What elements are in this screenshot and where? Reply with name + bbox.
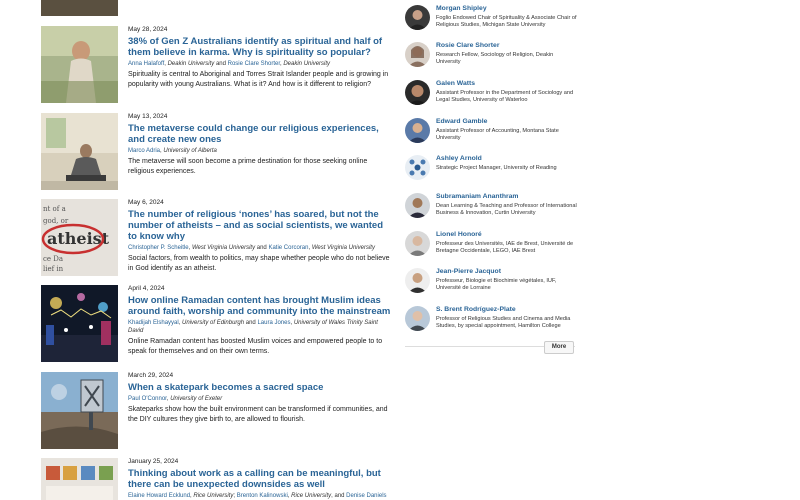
author-link[interactable]: Katie Corcoran: [268, 245, 309, 251]
author-affiliation: University of Exeter: [170, 396, 223, 402]
article-description: Skateparks show how the built environment can be transformed if communities, and the DIY cultures they give birth to, are allowed to flourish.: [128, 406, 388, 423]
conjunction: and: [215, 61, 226, 67]
article-authors: Christopher P. Scheitle, West Virginia University and Katie Corcoran, West Virginia University: [128, 245, 375, 251]
expert-item: [405, 80, 577, 114]
author-affiliation: University of Wales Trinity Saint David: [128, 320, 378, 334]
author-affiliation: University of Edinburgh: [182, 320, 245, 326]
article-thumbnail[interactable]: [41, 458, 118, 500]
expert-name-link[interactable]: Galen Watts: [436, 80, 476, 87]
expert-role: Research Fellow, Sociology of Religion, Deakin University: [436, 52, 554, 66]
article-authors: Marco Adria, University of Alberta: [128, 148, 217, 154]
article-item: [41, 26, 391, 111]
author-affiliation: West Virginia University: [311, 245, 375, 251]
expert-item: [405, 118, 577, 152]
article-item: [41, 199, 391, 284]
author-link[interactable]: Marco Adria: [128, 148, 161, 154]
article-body: [128, 113, 391, 176]
article-authors: Elaine Howard Ecklund, Rice University; Brenton Kalinowski, Rice University, and Denise Daniels: [128, 493, 387, 499]
author-link[interactable]: Elaine Howard Ecklund: [128, 493, 191, 499]
article-date: March 29, 2024: [128, 372, 174, 379]
article-authors: Anna Halafoff, Deakin University and Rosie Clare Shorter, Deakin University: [128, 61, 331, 67]
svg-text:lief in: lief in: [43, 265, 64, 273]
svg-text:nt of a: nt of a: [43, 205, 66, 213]
article-body: [128, 26, 391, 89]
svg-text:ce Da: ce Da: [43, 255, 64, 263]
article-thumbnail[interactable]: [41, 113, 118, 190]
expert-item: [405, 231, 577, 265]
author-affiliation: Rice University: [193, 493, 234, 499]
author-affiliation: West Virginia University: [191, 245, 256, 251]
expert-item: [405, 306, 577, 340]
expert-role: Professeur, Biologie et Biochimie végétales, IUF, Université de Lorraine: [436, 278, 557, 292]
expert-name-link[interactable]: Jean-Pierre Jacquot: [436, 268, 501, 275]
article-authors: Paul O'Connor, University of Exeter: [128, 396, 223, 402]
author-link[interactable]: Christopher P. Scheitle: [128, 245, 189, 251]
author-link[interactable]: Denise Daniels: [346, 493, 387, 499]
article-date: May 13, 2024: [128, 113, 168, 120]
article-description: The metaverse will soon become a prime destination for those seeking online religious experiences.: [128, 158, 368, 175]
article-item: [41, 458, 391, 500]
article-date: January 25, 2024: [128, 458, 179, 465]
author-affiliation: Deakin University: [283, 61, 331, 67]
article-title-link[interactable]: When a skatepark becomes a sacred space: [128, 382, 324, 393]
expert-name-link[interactable]: Ashley Arnold: [436, 155, 482, 162]
article-body: [128, 199, 391, 273]
article-thumbnail[interactable]: [41, 285, 118, 362]
article-item: [41, 372, 391, 457]
expert-role: Dean Learning & Teaching and Professor of International Business & Innovation, Curtin University: [436, 203, 577, 217]
expert-item: [405, 5, 577, 39]
expert-item: [405, 193, 577, 227]
author-affiliation: Rice University: [291, 493, 332, 499]
expert-name-link[interactable]: Subramaniam Ananthram: [436, 193, 519, 200]
expert-name-link[interactable]: Rosie Clare Shorter: [436, 42, 500, 49]
author-link[interactable]: Paul O'Connor: [128, 396, 167, 402]
conjunction: and: [256, 245, 267, 251]
article-authors: Khadijah Elshayyal, University of Edinburgh and Laura Jones, University of Wales Trinity Saint David: [128, 320, 378, 334]
avatar[interactable]: [405, 80, 430, 105]
avatar[interactable]: [405, 5, 430, 30]
author-affiliation: Deakin University: [167, 61, 215, 67]
expert-name-link[interactable]: Lionel Honoré: [436, 231, 482, 238]
article-title-link[interactable]: How online Ramadan content has brought Muslim ideas around faith, worship and community into the mainstream: [128, 295, 391, 317]
article-thumbnail[interactable]: [41, 199, 118, 276]
article-item: [41, 285, 391, 370]
author-link[interactable]: Rosie Clare Shorter: [227, 61, 280, 67]
expert-name-link[interactable]: S. Brent Rodríguez-Plate: [436, 306, 516, 313]
more-button[interactable]: More: [544, 341, 574, 354]
article-item: [41, 113, 391, 198]
article-thumbnail-previous[interactable]: [41, 0, 118, 16]
article-date: May 28, 2024: [128, 26, 168, 33]
article-title-link[interactable]: Thinking about work as a calling can be meaningful, but there can be unexpected downsides as well: [128, 468, 381, 490]
article-description: Social factors, from wealth to politics, may shape whether people who do not believe in God identify as an atheist.: [128, 255, 390, 272]
author-link[interactable]: Anna Halafoff: [128, 61, 165, 67]
article-body: [128, 285, 391, 356]
avatar[interactable]: [405, 306, 430, 331]
conjunction: and: [245, 320, 256, 326]
article-title-link[interactable]: The number of religious ‘nones’ has soared, but not the number of atheists – and as social scientists, we wanted to know why: [128, 209, 383, 242]
expert-role: Foglio Endowed Chair of Spirituality & Associate Chair of Religious Studies, Michigan State University: [436, 15, 577, 29]
expert-role: Professor of Religious Studies and Cinema and Media Studies, by special appointment, Hamilton College: [436, 316, 571, 330]
expert-item: [405, 155, 577, 189]
avatar[interactable]: [405, 118, 430, 143]
article-title-link[interactable]: 38% of Gen Z Australians identify as spiritual and half of them believe in karma. Why is spirituality so popular?: [128, 36, 383, 58]
svg-text:god, or: god, or: [43, 217, 69, 225]
avatar[interactable]: [405, 268, 430, 293]
svg-text:atheist: atheist: [47, 229, 110, 248]
expert-name-link[interactable]: Morgan Shipley: [436, 5, 487, 12]
author-affiliation: University of Alberta: [163, 148, 217, 154]
avatar[interactable]: [405, 193, 430, 218]
expert-role: Assistant Professor in the Department of Sociology and Legal Studies, University of Waterloo: [436, 90, 574, 104]
expert-name-link[interactable]: Edward Gamble: [436, 118, 488, 125]
article-body: [128, 458, 391, 500]
avatar[interactable]: [405, 231, 430, 256]
article-description: Online Ramadan content has boosted Muslim voices and empowered people to to speak for themselves and on their own terms.: [128, 338, 383, 355]
expert-role: Strategic Project Manager, University of Reading: [436, 165, 557, 171]
article-description: Spirituality is central to Aboriginal and Torres Strait Islander people and is growing in popularity with young Australians. What is it? And how is it different to religion?: [128, 71, 389, 88]
expert-item: [405, 42, 577, 76]
expert-role: Assistant Professor of Accounting, Montana State University: [436, 128, 559, 142]
article-date: April 4, 2024: [128, 285, 165, 292]
expert-item: [405, 268, 577, 302]
avatar[interactable]: [405, 155, 430, 180]
conjunction: and: [334, 493, 345, 499]
author-link[interactable]: Brenton Kalinowski: [236, 493, 288, 499]
article-body: [128, 372, 391, 424]
author-link[interactable]: Khadijah Elshayyal: [128, 320, 179, 326]
expert-role: Professeur des Universités, IAE de Brest, Université de Bretagne Occidentale, LEGO, IAE Brest: [436, 241, 574, 255]
article-date: May 6, 2024: [128, 199, 164, 206]
article-title-link[interactable]: The metaverse could change our religious experiences, and create new ones: [128, 123, 379, 145]
article-thumbnail[interactable]: [41, 372, 118, 449]
avatar[interactable]: [405, 42, 430, 67]
author-link[interactable]: Laura Jones: [257, 320, 291, 326]
article-thumbnail[interactable]: [41, 26, 118, 103]
